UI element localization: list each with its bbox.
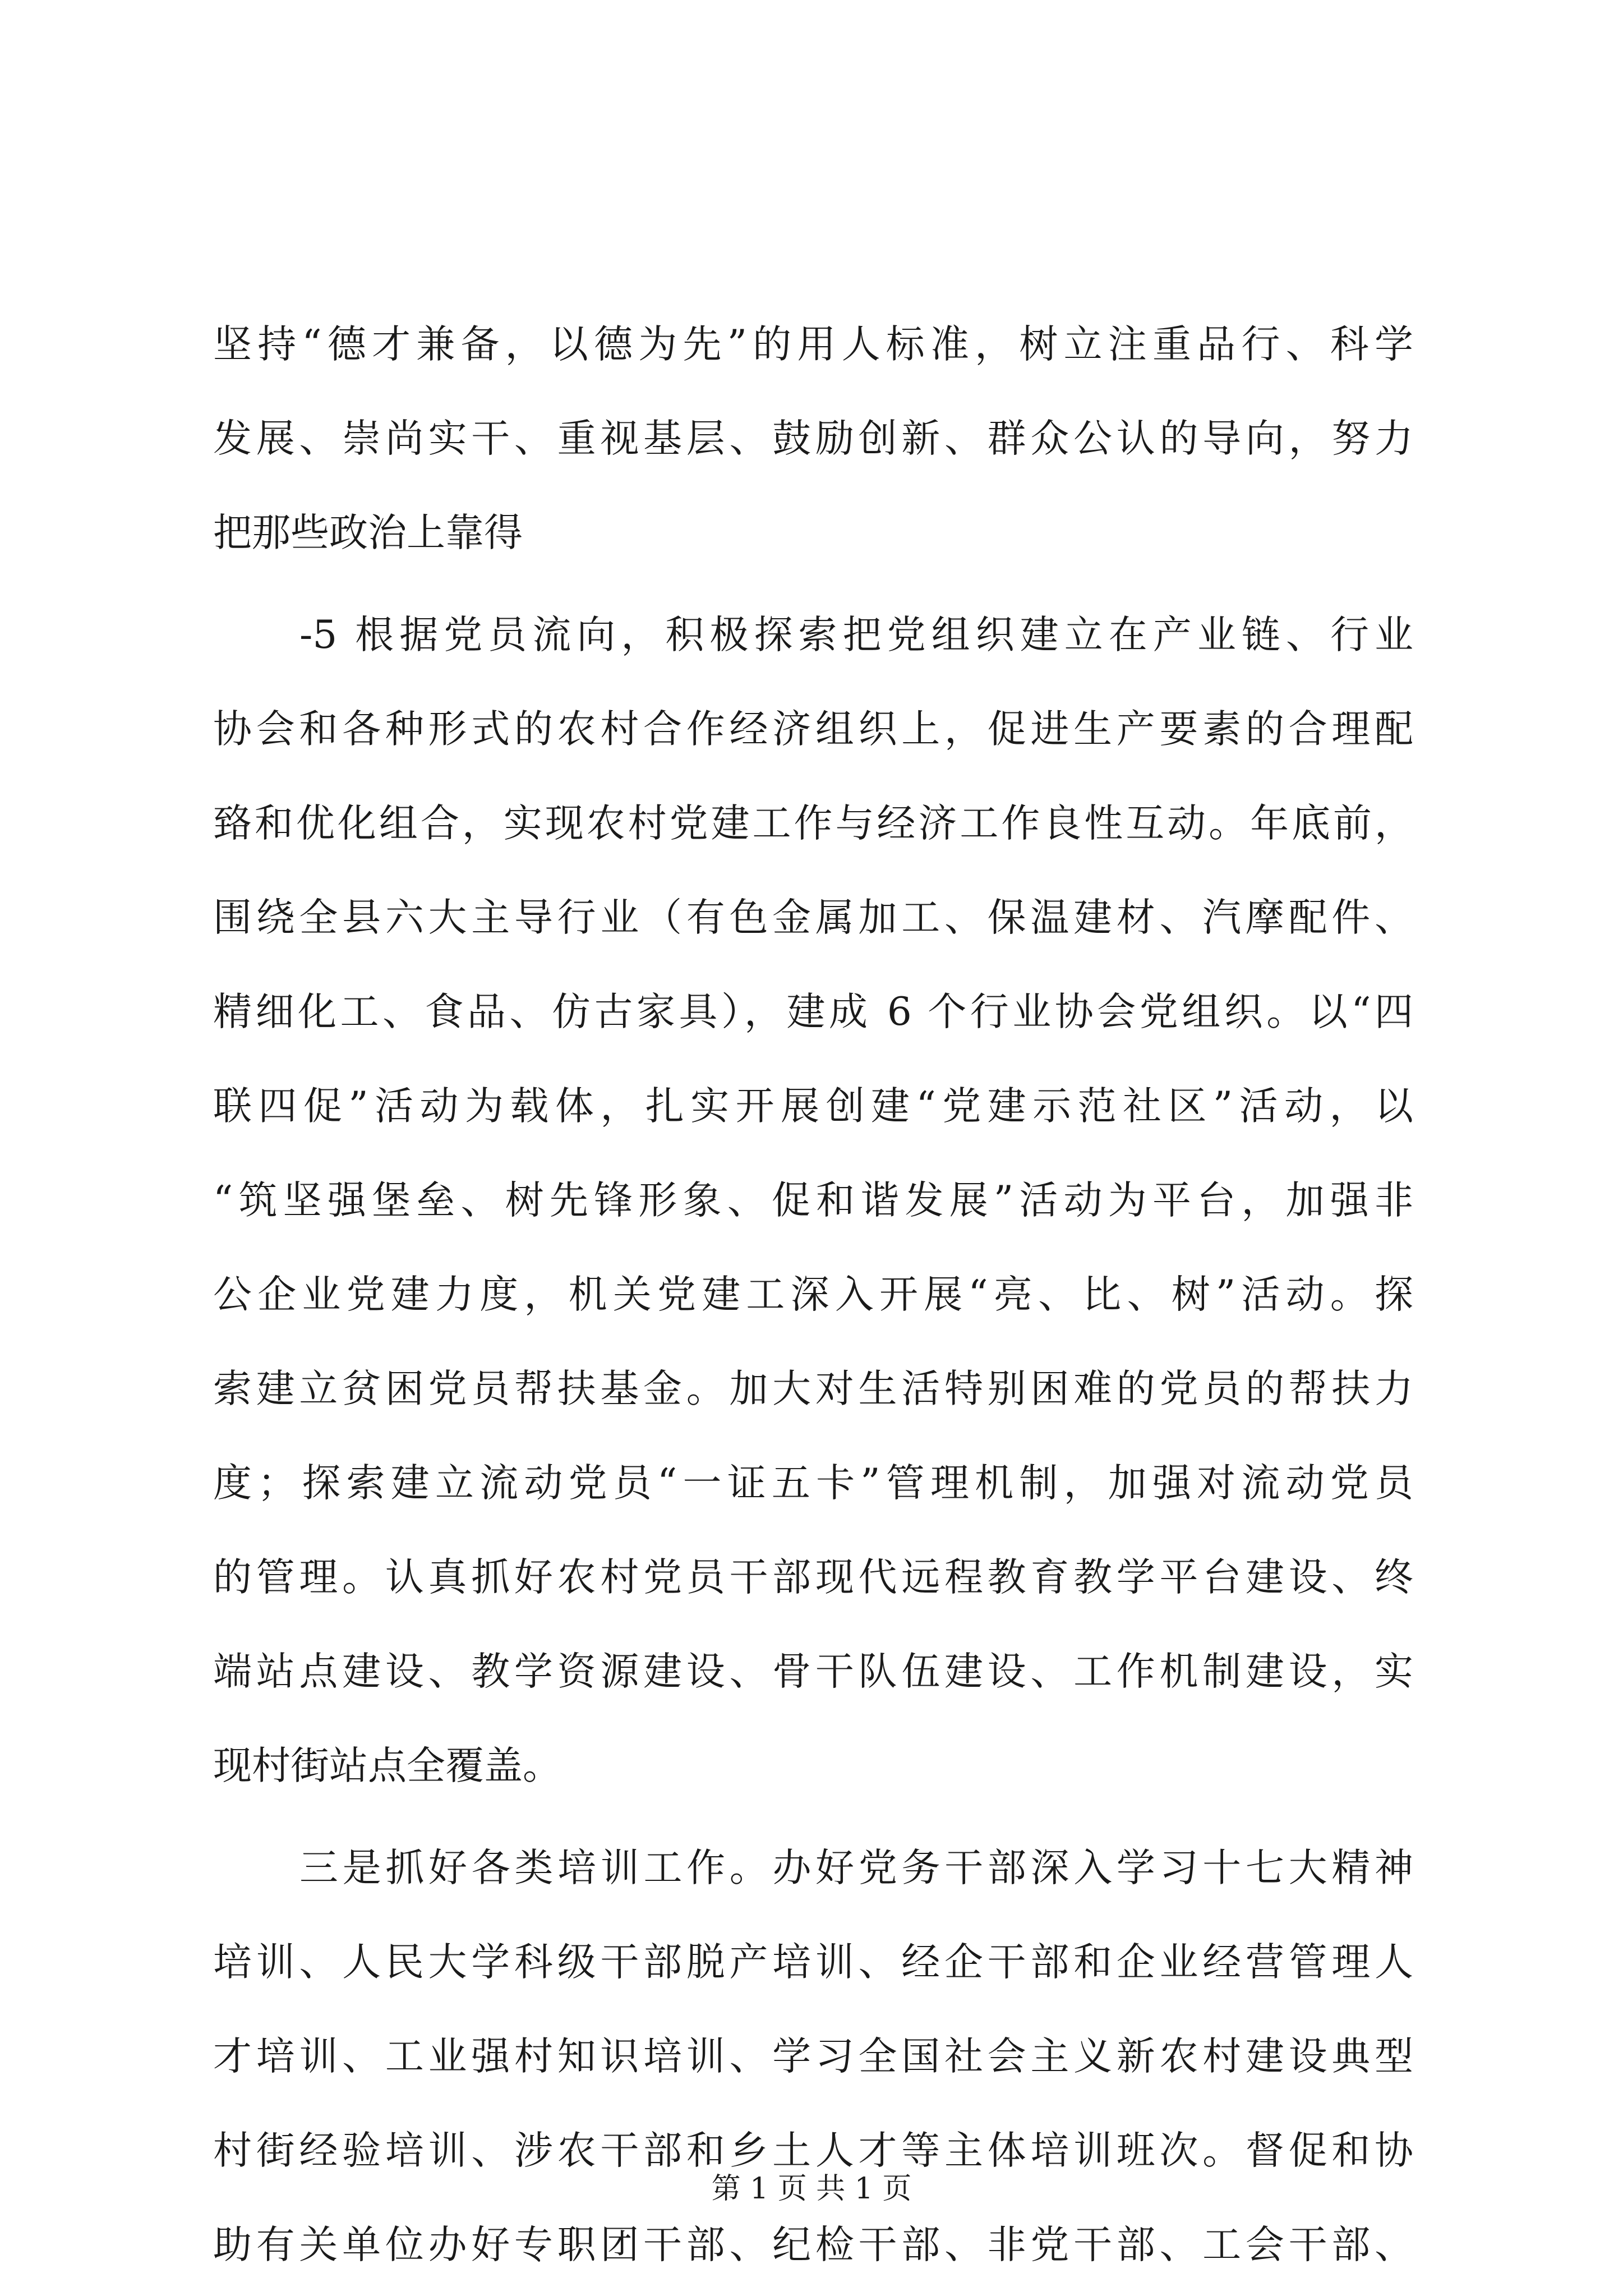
- text-line: 臵和优化组合，实现农村党建工作与经济工作良性互动。年底前，: [213, 801, 1413, 846]
- page-footer: [0, 2166, 1623, 2211]
- text-line: “筑坚强堡垒、树先锋形象、促和谐发展”活动为平台，加强非: [213, 1178, 1413, 1223]
- text-line: 索建立贫困党员帮扶基金。加大对生活特别困难的党员的帮扶力: [213, 1366, 1413, 1411]
- text-line: 的管理。认真抓好农村党员干部现代远程教育教学平台建设、终: [213, 1555, 1413, 1600]
- text-line: 公企业党建力度，机关党建工深入开展“亮、比、树”活动。探: [213, 1272, 1413, 1317]
- page-number: 第 1 页 共 1 页: [711, 2172, 912, 2206]
- text-line: 联四促”活动为载体，扎实开展创建“党建示范社区”活动，以: [213, 1084, 1413, 1129]
- text-line: 度；探索建立流动党员“一证五卡”管理机制，加强对流动党员: [213, 1461, 1413, 1506]
- text-line: 精细化工、食品、仿古家具），建成 6 个行业协会党组织。以“四: [213, 990, 1413, 1034]
- text-line: -5 根据党员流向，积极探索把党组织建立在产业链、行业: [299, 613, 1413, 657]
- paragraph-2: [213, 588, 1413, 1813]
- paragraph-gap: [213, 1813, 1413, 1821]
- text-line: 发展、崇尚实干、重视基层、鼓励创新、群众公认的导向，努力: [213, 416, 1413, 461]
- text-line: 协会和各种形式的农村合作经济组织上，促进生产要素的合理配: [213, 707, 1413, 752]
- paragraph-1: [213, 297, 1413, 580]
- text-line: 村街经验培训、涉农干部和乡土人才等主体培训班次。督促和协: [213, 2128, 1413, 2173]
- text-line: 培训、人民大学科级干部脱产培训、经企干部和企业经营管理人: [213, 1940, 1413, 1985]
- text-line: 端站点建设、教学资源建设、骨干队伍建设、工作机制建设，实: [213, 1649, 1413, 1694]
- text-line: 坚持“德才兼备，以德为先”的用人标准，树立注重品行、科学: [213, 322, 1413, 367]
- text-line: 围绕全县六大主导行业（有色金属加工、保温建材、汽摩配件、: [213, 895, 1413, 940]
- text-line: 助有关单位办好专职团干部、纪检干部、非党干部、工会干部、: [213, 2223, 1413, 2267]
- paragraph-3: [213, 1821, 1413, 2292]
- paragraph-gap: [213, 580, 1413, 588]
- document-body: [213, 297, 1413, 2292]
- text-line: 三是抓好各类培训工作。办好党务干部深入学习十七大精神: [299, 1846, 1413, 1890]
- text-line: 把那些政治上靠得: [213, 510, 523, 555]
- text-line: 才培训、工业强村知识培训、学习全国社会主义新农村建设典型: [213, 2034, 1413, 2079]
- text-line: 现村街站点全覆盖。: [213, 1743, 561, 1788]
